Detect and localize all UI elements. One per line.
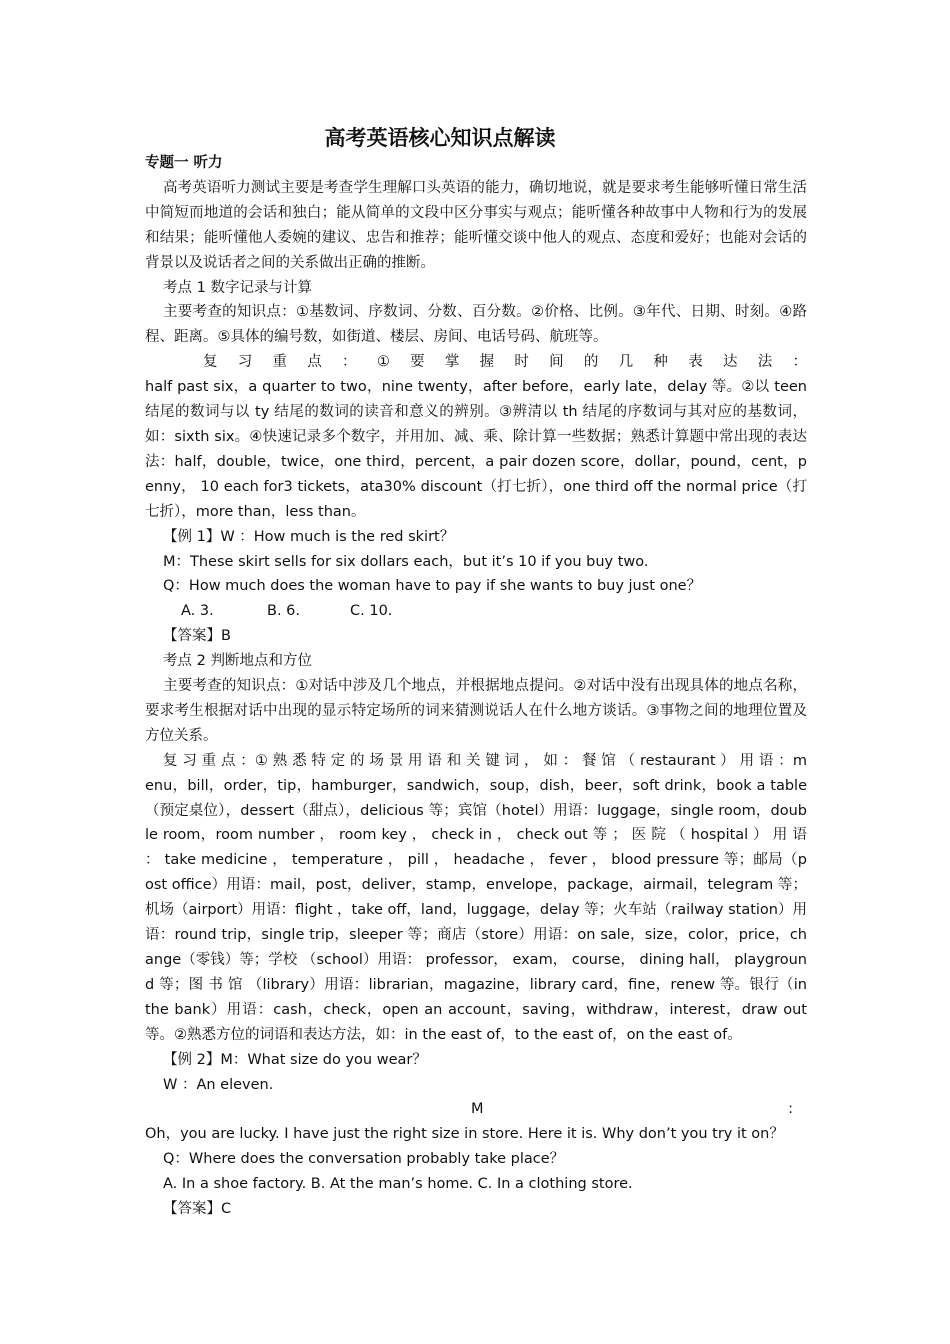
option-c: C. 10. — [350, 603, 393, 620]
example2-m2: Oh，you are lucky. I have just the right size in store. Here it is. Why don’t you try it on？ — [145, 1126, 784, 1143]
option-b: B. 6. — [267, 603, 301, 620]
example2-m2-lead: M : — [471, 1101, 794, 1118]
page-title: 高考英语核心知识点解读 — [324, 125, 556, 150]
point1-heading: 考点 1 数字记录与计算 — [163, 279, 312, 296]
example1-answer: 【答案】B — [163, 628, 231, 645]
example2-options: A. In a shoe factory. B. At the man’s home. C. In a clothing store. — [163, 1176, 633, 1193]
point2-main: 主要考查的知识点：①对话中涉及几个地点，并根据地点提问。②对话中没有出现具体的地点名称，要求考生根据对话中出现的显示特定场所的词来猜测说话人在什么地方谈话。③事物之间的地理位置及方位关系。 — [145, 678, 807, 744]
document-body — [145, 151, 807, 1222]
example2-w: W ：An eleven. — [163, 1076, 274, 1093]
intro-paragraph: 高考英语听力测试主要是考查学生理解口头英语的能力，确切地说，就是要求考生能够听懂日常生活中简短而地道的会话和独白；能从简单的文段中区分事实与观点；能听懂各种故事中人物和行为的发展和结果；能听懂他人委婉的建议、忠告和推荐；能听懂交谈中他人的观点、态度和爱好；也能对会话的背景以及说话者之间的关系做出正确的推断。 — [145, 179, 807, 271]
point1-review-body: half past six，a quarter to two，nine twenty，after before，early late，delay 等。②以 teen 结尾的数词与以 ty 结尾的数词的读音和意义的辨别。③辨清以 th 结尾的序数词与其对应的基数词，如：sixth six。④快速记录多个数字，并用加、减、乘、除计算一些数据；熟悉计算题中常出现的表达法：half，double，twice，one third，percent，a pair dozen score，dollar，pound，cent，penny， 10 each for3 tickets，ata30% discount（打七折），one third off the normal price（打七折），more than，less than。 — [145, 379, 807, 520]
example2-q: Q：Where does the conversation probably take place？ — [163, 1151, 565, 1168]
example1-q: Q：How much does the woman have to pay if she wants to buy just one？ — [163, 578, 702, 595]
point2-heading: 考点 2 判断地点和方位 — [163, 653, 312, 670]
example2-m1: 【例 2】M：What size do you wear？ — [163, 1051, 427, 1068]
example1-w: 【例 1】W ：How much is the red skirt？ — [163, 528, 455, 545]
point1-main: 主要考查的知识点：①基数词、序数词、分数、百分数。②价格、比例。③年代、日期、时刻。④路程、距离。⑤具体的编号数，如街道、楼层、房间、电话号码、航班等。 — [145, 304, 807, 346]
example2-answer: 【答案】C — [163, 1201, 232, 1218]
point1-review-lead: 复 习 重 点 ： ① 要 掌 握 时 间 的 几 种 表 达 法 ： — [203, 354, 807, 371]
example1-options — [145, 599, 807, 624]
example1-m: M：These skirt sells for six dollars each，but it’s 10 if you buy two. — [163, 553, 649, 570]
option-a: A. 3. — [181, 603, 214, 620]
section-heading: 专题一 听力 — [145, 155, 223, 171]
point2-review: 复 习 重 点 ：① 熟 悉 特 定 的 场 景 用 语 和 关 键 词 ， 如 ： 餐 馆 （ restaurant ） 用 语 ：menu，bill，order，tip，hamburger，sandwich，soup，dish，beer，soft drink，book a table（预定桌位），dessert（甜点），delicious 等；宾馆（hotel）用语：luggage，single room，double room，room number ， room key ， check in ， check out 等 ； 医 院 （ hospital ） 用 语 ： take medicine ， temperature ， pill ， headache ， fever ， blood pressure 等；邮局（post office）用语：mail，post，deliver，stamp，envelope，package，airmail，telegram 等；机场（airport）用语：flight ，take off，land，luggage，delay 等；火车站（railway station）用语：round trip，single trip，sleeper 等；商店（store）用语：on sale，size，color，price，change（零钱）等；学校 （school）用语： professor， exam， course， dining hall， playground 等；图 书 馆 （library）用语：librarian，magazine，library card，fine，renew 等。银行（in the bank）用语：cash，check，open an account，saving，withdraw，interest，draw out 等。②熟悉方位的词语和表达方法，如：in the east of，to the east of，on the east of。 — [145, 752, 807, 1043]
